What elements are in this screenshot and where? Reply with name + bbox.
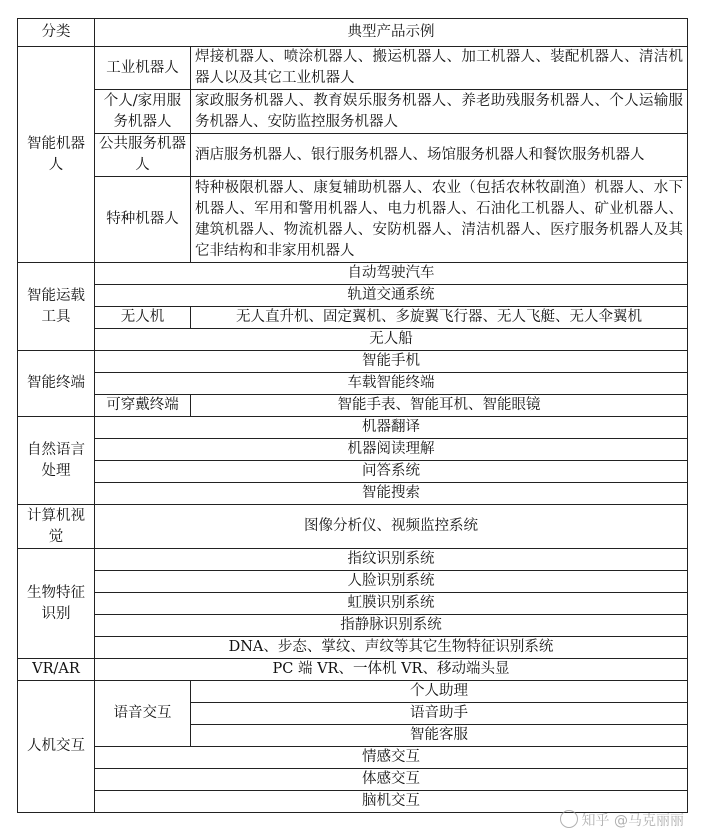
example-cell: 自动驾驶汽车 bbox=[95, 263, 688, 285]
table-row bbox=[18, 417, 688, 439]
table-row bbox=[18, 263, 688, 285]
example-cell: 家政服务机器人、教育娱乐服务机器人、养老助残服务机器人、个人运输服务机器人、安防监控服务机器人 bbox=[191, 90, 688, 134]
table-row bbox=[18, 351, 688, 373]
subcategory-cell: 特种机器人 bbox=[95, 177, 191, 263]
category-cell: 生物特征识别 bbox=[18, 549, 95, 659]
example-cell: 轨道交通系统 bbox=[95, 285, 688, 307]
table-row bbox=[18, 769, 688, 791]
subcategory-cell: 可穿戴终端 bbox=[95, 395, 191, 417]
table-row bbox=[18, 505, 688, 549]
subcategory-cell: 公共服务机器人 bbox=[95, 134, 191, 177]
subcategory-cell: 语音交互 bbox=[95, 681, 191, 747]
table-row bbox=[18, 615, 688, 637]
header-examples: 典型产品示例 bbox=[95, 19, 688, 47]
example-cell: 车载智能终端 bbox=[95, 373, 688, 395]
example-cell: 指静脉识别系统 bbox=[95, 615, 688, 637]
example-cell: 无人船 bbox=[95, 329, 688, 351]
example-cell: 焊接机器人、喷涂机器人、搬运机器人、加工机器人、装配机器人、清洁机器人以及其它工业机器人 bbox=[191, 47, 688, 90]
table-row bbox=[18, 47, 688, 90]
category-cell: 智能终端 bbox=[18, 351, 95, 417]
example-cell: 酒店服务机器人、银行服务机器人、场馆服务机器人和餐饮服务机器人 bbox=[191, 134, 688, 177]
example-cell: DNA、步态、掌纹、声纹等其它生物特征识别系统 bbox=[95, 637, 688, 659]
table-row bbox=[18, 134, 688, 177]
table-row bbox=[18, 593, 688, 615]
table-row bbox=[18, 373, 688, 395]
example-cell: 无人直升机、固定翼机、多旋翼飞行器、无人飞艇、无人伞翼机 bbox=[191, 307, 688, 329]
table-row bbox=[18, 637, 688, 659]
example-cell: 个人助理 bbox=[191, 681, 688, 703]
example-cell: 体感交互 bbox=[95, 769, 688, 791]
subcategory-cell: 个人/家用服务机器人 bbox=[95, 90, 191, 134]
example-cell: 脑机交互 bbox=[95, 791, 688, 813]
example-cell: 智能搜索 bbox=[95, 483, 688, 505]
table-row bbox=[18, 177, 688, 263]
header-category: 分类 bbox=[18, 19, 95, 47]
example-cell: 机器阅读理解 bbox=[95, 439, 688, 461]
zhihu-logo-icon bbox=[560, 810, 578, 828]
table-row bbox=[18, 329, 688, 351]
example-cell: 图像分析仪、视频监控系统 bbox=[95, 505, 688, 549]
category-cell: 自然语言处理 bbox=[18, 417, 95, 505]
example-cell: 机器翻译 bbox=[95, 417, 688, 439]
table-row bbox=[18, 439, 688, 461]
table-row bbox=[18, 483, 688, 505]
ai-product-table bbox=[17, 18, 688, 813]
example-cell: 虹膜识别系统 bbox=[95, 593, 688, 615]
example-cell: 智能手机 bbox=[95, 351, 688, 373]
example-cell: 智能客服 bbox=[191, 725, 688, 747]
watermark bbox=[560, 810, 684, 830]
table-row bbox=[18, 681, 688, 703]
table-row bbox=[18, 659, 688, 681]
category-cell: VR/AR bbox=[18, 659, 95, 681]
table-row bbox=[18, 395, 688, 417]
category-cell: 人机交互 bbox=[18, 681, 95, 813]
example-cell: 特种极限机器人、康复辅助机器人、农业（包括农林牧副渔）机器人、水下机器人、军用和警用机器人、电力机器人、石油化工机器人、矿业机器人、建筑机器人、物流机器人、安防机器人、清洁机器人、医疗服务机器人及其它非结构和非家用机器人 bbox=[191, 177, 688, 263]
table-row bbox=[18, 461, 688, 483]
category-cell: 智能运载工具 bbox=[18, 263, 95, 351]
subcategory-cell: 工业机器人 bbox=[95, 47, 191, 90]
table-row bbox=[18, 571, 688, 593]
header-row bbox=[18, 19, 688, 47]
example-cell: 问答系统 bbox=[95, 461, 688, 483]
table-row bbox=[18, 90, 688, 134]
table-row bbox=[18, 307, 688, 329]
table-row bbox=[18, 285, 688, 307]
subcategory-cell: 无人机 bbox=[95, 307, 191, 329]
example-cell: PC 端 VR、一体机 VR、移动端头显 bbox=[95, 659, 688, 681]
category-cell: 计算机视觉 bbox=[18, 505, 95, 549]
category-cell: 智能机器人 bbox=[18, 47, 95, 263]
table-row bbox=[18, 747, 688, 769]
example-cell: 情感交互 bbox=[95, 747, 688, 769]
example-cell: 指纹识别系统 bbox=[95, 549, 688, 571]
example-cell: 人脸识别系统 bbox=[95, 571, 688, 593]
example-cell: 智能手表、智能耳机、智能眼镜 bbox=[191, 395, 688, 417]
table-row bbox=[18, 549, 688, 571]
watermark-text: 知乎 @马克丽丽 bbox=[581, 813, 684, 829]
example-cell: 语音助手 bbox=[191, 703, 688, 725]
